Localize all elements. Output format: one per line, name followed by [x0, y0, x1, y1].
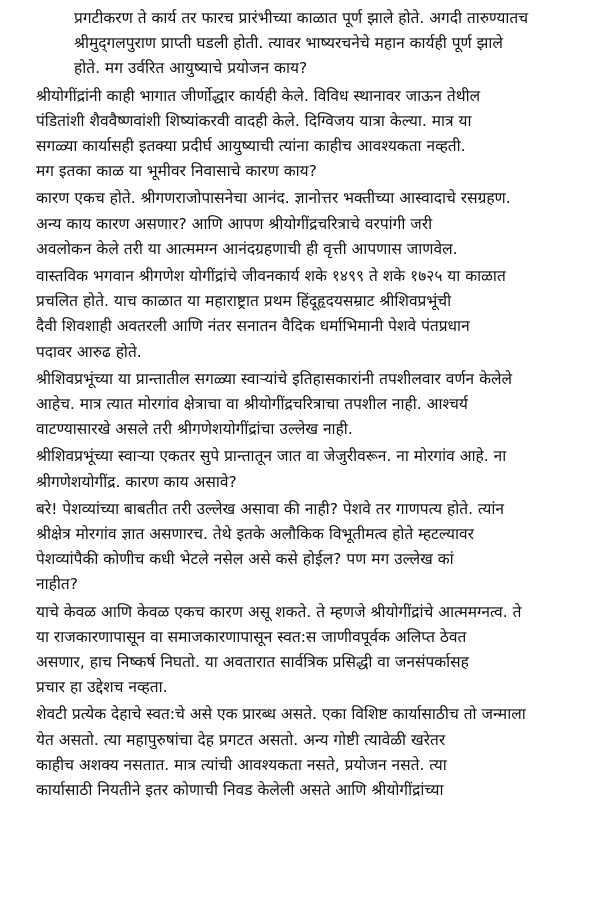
text-line: वाटण्यासारखे असले तरी श्रीगणेशयोगींद्रांचा उल्लेख नाही.: [36, 420, 353, 439]
paragraph: [36, 702, 590, 803]
paragraph: [36, 186, 590, 262]
paragraph: [36, 264, 590, 365]
text-line: बरे! पेशव्यांच्या बाबतीत तरी उल्लेख असावा की नाही? पेशवे तर गाणपत्य होते. त्यांन: [36, 499, 505, 518]
paragraph: [36, 6, 590, 82]
text-line: या राजकारणापासून वा समाजकारणापासून स्वत:स जाणीवपूर्वक अलिप्त ठेवत: [36, 627, 467, 646]
paragraph: [36, 84, 590, 185]
paragraph: [36, 497, 590, 598]
text-line: श्रीशिवप्रभूंच्या या प्रान्तातील सगळ्या स्वाऱ्यांचे इतिहासकारांनी तपशीलवार वर्णन केलेले: [36, 369, 513, 388]
text-line: प्रचलित होते. याच काळात या महाराष्ट्रात प्रथम हिंदूहृदयसम्राट श्रीशिवप्रभूंची: [36, 292, 452, 311]
text-line: असणार, हाच निष्कर्ष निघतो. या अवतारात सार्वत्रिक प्रसिद्धी वा जनसंपर्कासह: [36, 653, 469, 672]
text-line: श्रीमुद्‌गलपुराण प्राप्ती घडली होती. त्यावर भाष्यरचनेचे महान कार्यही पूर्ण झाले: [74, 34, 503, 53]
text-line: श्रीक्षेत्र मोरगांव ज्ञात असणारच. तेथे इतके अलौकिक विभूतीमत्व होते म्हटल्यावर: [36, 525, 474, 544]
text-line: सगळ्या कार्यासही इतक्या प्रदीर्घ आयुष्याची त्यांना काहीच आवश्यकता नव्हती.: [36, 137, 466, 156]
text-line: अवलोकन केले तरी या आत्ममग्न आनंदग्रहणाची ही वृत्ती आपणास जाणवेल.: [36, 239, 458, 258]
text-line: पेशव्यांपैकी कोणीच कधी भेटले नसेल असे कसे होईल? पण मग उल्लेख कां: [36, 550, 454, 569]
paragraph: [36, 600, 590, 701]
text-line: पदावर आरुढ होते.: [36, 342, 142, 361]
text-line: प्रगटीकरण ते कार्य तर फारच प्रारंभीच्या काळात पूर्ण झाले होते. अगदी तारुण्यातच: [74, 9, 529, 27]
text-line: कार्यासाठी नियतीने इतर कोणाची निवड केलेली असते आणि श्रीयोगींद्रांच्या: [36, 781, 444, 800]
text-line: आहेच. मात्र त्यात मोरगांव क्षेत्राचा वा श्रीयोगींद्रचरित्राचा तपशील नाही. आश्चर्य: [36, 395, 468, 414]
text-line: पंडितांशी शैववैष्णवांशी शिष्यांकरवी वादही केले. दिग्विजय यात्रा केल्या. मात्र या: [36, 111, 472, 130]
text-line: येत असतो. त्या महापुरुषांचा देह प्रगटत असतो. अन्य गोष्टी त्यावेळी खरेतर: [36, 730, 446, 749]
paragraph: [36, 367, 590, 443]
text-line: प्रचार हा उद्देशच नव्हता.: [36, 678, 168, 697]
text-line: काहीच अशक्य नसतात. मात्र त्यांची आवश्यकता नसते, प्रयोजन नसते. त्या: [36, 755, 447, 774]
text-line: अन्य काय कारण असणार? आणि आपण श्रीयोगींद्रचरित्राचे वरपांगी जरी: [36, 214, 433, 233]
text-line: याचे केवळ आणि केवळ एकच कारण असू शकते. ते म्हणजे श्रीयोगींद्रांचे आत्ममग्नत्व. ते: [36, 602, 522, 621]
text-line: श्रीगणेशयोगींद्र. कारण काय असावे?: [36, 472, 237, 491]
text-line: शेवटी प्रत्येक देहाचे स्वत:चे असे एक प्रारब्ध असते. एका विशिष्ट कार्यासाठीच तो जन्माला: [36, 705, 526, 724]
text-line: दैवी शिवशाही अवतरली आणि नंतर सनातन वैदिक धर्माभिमानी पेशवे पंतप्रधान: [36, 317, 470, 336]
text-line: होते. मग उर्वरित आयुष्याचे प्रयोजन काय?: [74, 59, 308, 78]
text-line: श्रीयोगींद्रांनी काही भागात जीर्णोद्धार कार्यही केले. विविध स्थानावर जाऊन तेथील: [36, 86, 481, 105]
text-line: श्रीशिवप्रभूंच्या स्वाऱ्या एकतर सुपे प्रान्तातून जात वा जेजुरीवरून. ना मोरगांव आहे. ना: [36, 447, 507, 466]
text-line: मग इतका काळ या भूमीवर निवासाचे कारण काय?: [36, 162, 317, 181]
paragraph: [36, 444, 590, 494]
text-line: वास्तविक भगवान श्रीगणेश योगींद्रांचे जीवनकार्य शके १४९९ ते शके १७२५ या काळात: [36, 267, 506, 286]
text-line: नाहीत?: [36, 575, 78, 594]
text-line: कारण एकच होते. श्रीगणराजोपासनेचा आनंद. ज्ञानोत्तर भक्तीच्या आस्वादाचे रसग्रहण.: [36, 189, 511, 208]
